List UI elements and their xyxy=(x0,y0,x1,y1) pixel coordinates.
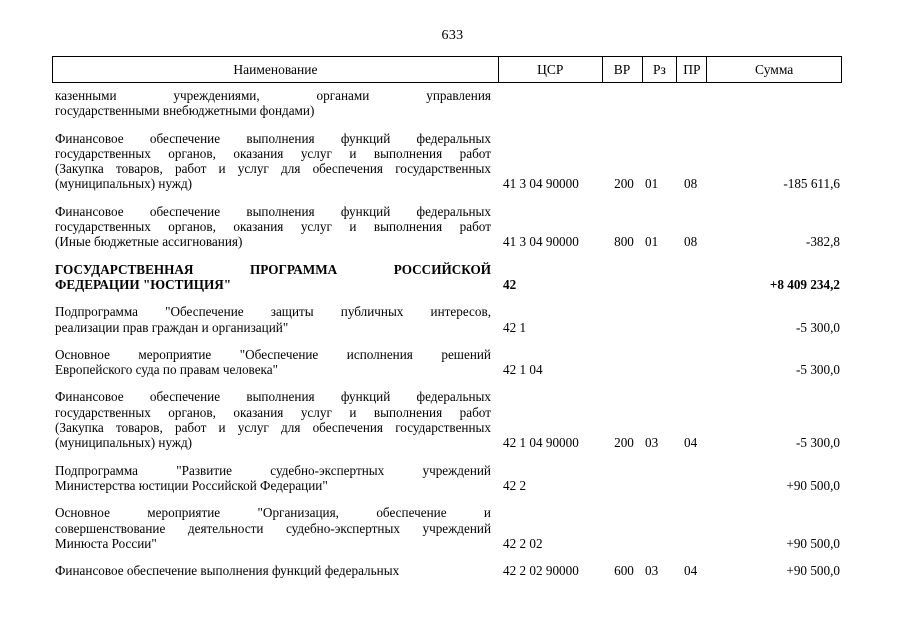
table-row xyxy=(52,451,842,494)
table-row xyxy=(52,377,842,450)
row-name-line: Основное мероприятие "Обеспечение исполнения решений xyxy=(55,346,491,362)
row-name-line: государственными внебюджетными фондами) xyxy=(55,103,315,119)
row-sum: -185 611,6 xyxy=(783,176,840,192)
row-csr: 42 xyxy=(503,276,517,292)
row-csr: 42 2 xyxy=(503,477,527,493)
row-csr: 42 1 04 90000 xyxy=(503,435,579,451)
row-csr: 42 1 04 xyxy=(503,362,543,378)
row-name-line: Финансовое обеспечение выполнения функций федеральных xyxy=(55,130,491,146)
row-sum: +90 500,0 xyxy=(786,477,840,493)
row-pr: 08 xyxy=(684,234,698,250)
table-row xyxy=(52,83,842,119)
row-pr: 04 xyxy=(684,435,698,451)
row-name xyxy=(52,563,499,578)
row-name-line: ФЕДЕРАЦИИ "ЮСТИЦИЯ" xyxy=(55,276,232,292)
row-name-line: государственных органов, оказания услуг и выполнения работ xyxy=(55,145,491,161)
row-name-line: реализации прав граждан и организаций" xyxy=(55,319,289,335)
row-sum: -5 300,0 xyxy=(796,319,840,335)
row-rz: 03 xyxy=(645,563,659,579)
header-csr: ЦСР xyxy=(499,57,603,82)
row-name-line: Основное мероприятие "Организация, обеспечение и xyxy=(55,505,491,521)
row-name-line: Подпрограмма "Развитие судебно-экспертных учреждений xyxy=(55,462,491,478)
row-sum: +8 409 234,2 xyxy=(769,276,840,292)
row-csr: 41 3 04 90000 xyxy=(503,234,579,250)
row-rz: 03 xyxy=(645,435,659,451)
page-number: 633 xyxy=(441,28,464,43)
row-name-line: казенными учреждениями, органами управления xyxy=(55,88,491,103)
row-name xyxy=(52,262,499,293)
row-name xyxy=(52,347,499,378)
row-name xyxy=(52,389,499,450)
row-vr: 600 xyxy=(614,563,634,579)
row-name-line: (Закупка товаров, работ и услуг для обеспечения государственных xyxy=(55,161,491,177)
row-name xyxy=(52,463,499,494)
header-name: Наименование xyxy=(53,57,499,82)
row-name-line: Финансовое обеспечение выполнения функций федеральных xyxy=(55,389,491,405)
table-row xyxy=(52,119,842,192)
row-name-line: (Иные бюджетные ассигнования) xyxy=(55,234,243,250)
table-row xyxy=(52,335,842,378)
row-rz: 01 xyxy=(645,234,659,250)
header-sum: Сумма xyxy=(755,61,794,77)
table-row xyxy=(52,292,842,335)
row-csr: 42 2 02 90000 xyxy=(503,563,579,579)
row-name xyxy=(52,505,499,551)
row-name-line: (Закупка товаров, работ и услуг для обеспечения государственных xyxy=(55,420,491,436)
row-vr: 200 xyxy=(614,176,634,192)
row-sum: +90 500,0 xyxy=(786,563,840,579)
table-row xyxy=(52,192,842,250)
row-name xyxy=(52,88,499,119)
row-pr: 08 xyxy=(684,176,698,192)
row-name-line: Финансовое обеспечение выполнения функций федеральных xyxy=(55,203,491,219)
row-pr: 04 xyxy=(684,563,698,579)
row-name xyxy=(52,204,499,250)
table-row xyxy=(52,250,842,293)
row-name-line: государственных органов, оказания услуг и выполнения работ xyxy=(55,219,491,235)
table-body xyxy=(52,83,842,578)
budget-table xyxy=(52,56,842,578)
row-name-line: (муниципальных) нужд) xyxy=(55,176,193,192)
row-csr: 42 2 02 xyxy=(503,535,543,551)
header-rz: Рз xyxy=(643,57,678,82)
row-name-line: государственных органов, оказания услуг и выполнения работ xyxy=(55,404,491,420)
row-sum: +90 500,0 xyxy=(786,535,840,551)
row-vr: 800 xyxy=(614,234,634,250)
row-name xyxy=(52,304,499,335)
row-csr: 41 3 04 90000 xyxy=(503,176,579,192)
row-name-line: (муниципальных) нужд) xyxy=(55,435,193,451)
table-row xyxy=(52,551,842,578)
table-row xyxy=(52,493,842,551)
row-name-line: Финансовое обеспечение выполнения функций федеральных xyxy=(55,563,400,579)
row-name xyxy=(52,131,499,192)
header-pr: ПР xyxy=(677,57,707,82)
row-csr: 42 1 xyxy=(503,319,527,335)
row-sum: -5 300,0 xyxy=(796,435,840,451)
row-vr: 200 xyxy=(614,435,634,451)
header-vr: ВР xyxy=(603,57,643,82)
row-name-line: ГОСУДАРСТВЕННАЯ ПРОГРАММА РОССИЙСКОЙ xyxy=(55,261,491,277)
row-name-line: Подпрограмма "Обеспечение защиты публичных интересов, xyxy=(55,304,491,320)
row-name-line: совершенствование деятельности судебно-экспертных учреждений xyxy=(55,520,491,536)
table-header xyxy=(52,56,842,83)
row-sum: -382,8 xyxy=(805,234,840,250)
row-sum: -5 300,0 xyxy=(796,362,840,378)
row-name-line: Министерства юстиции Российской Федерации" xyxy=(55,477,328,493)
row-name-line: Европейского суда по правам человека" xyxy=(55,362,279,378)
row-rz: 01 xyxy=(645,176,659,192)
row-name-line: Минюста России" xyxy=(55,535,157,551)
